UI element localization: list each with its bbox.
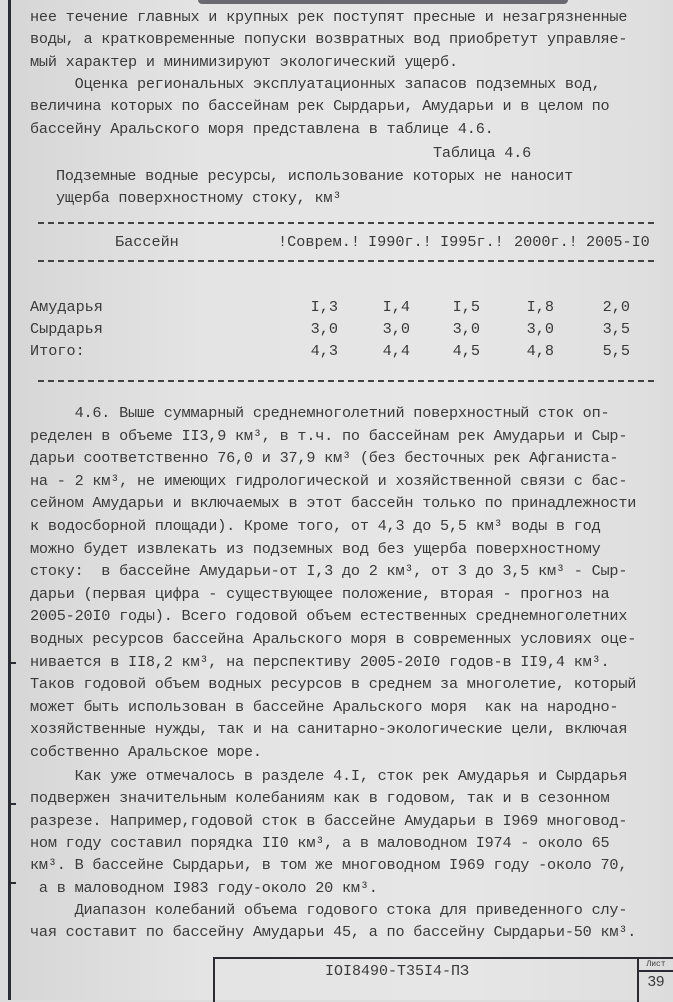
- text-line: Диапазон колебаний объема годового стока для приведенного слу-: [30, 900, 628, 919]
- row-name: Сырдарья: [30, 320, 103, 338]
- text-line: Таков годовой объем водных ресурсов в среднем за многолетие, который: [30, 675, 637, 694]
- margin-tick: [8, 882, 16, 884]
- text-line: может быть использован в бассейне Аральского моря как на народно-: [30, 697, 619, 716]
- scan-edge: [198, 0, 568, 4]
- table-cell: 5,5: [602, 342, 630, 360]
- table-number: Таблица 4.6: [433, 144, 532, 162]
- text-line: ном году составил порядка II0 км³, а в маловодном I974 - около 65: [30, 833, 610, 852]
- row-name: Амударья: [30, 298, 103, 316]
- table-cell: 3,0: [382, 320, 410, 338]
- row-name: Итого:: [30, 342, 85, 360]
- table-cell: I,5: [452, 298, 480, 316]
- text-line: 2005-20I0 годы). Всего годовой объем естественных среднемноголетних: [30, 607, 628, 626]
- margin-tick: [8, 803, 16, 805]
- header-col: I990г.!: [368, 233, 432, 251]
- text-line: собственно Аральское море.: [30, 743, 262, 761]
- text-line: нивается в II8,2 км³, на перспективу 2005-20I0 годов-в II9,4 км³.: [30, 652, 610, 671]
- text-line: на - 2 км³, не имеющих гидрологической и хозяйственной связи с бас-: [30, 471, 628, 490]
- table-cell: 3,5: [602, 320, 630, 338]
- text-line: 4.6. Выше суммарный среднемноголетний поверхностный сток оп-: [30, 404, 610, 422]
- table-cell: 4,3: [310, 342, 338, 360]
- table-rule: [38, 260, 654, 262]
- table-cell: 2,0: [602, 298, 630, 316]
- text-line: водных ресурсов бассейна Аральского моря в современных условиях оце-: [30, 630, 637, 648]
- margin-tick: [8, 662, 16, 664]
- table-title-line: Подземные водные ресурсы, использование которых не наносит: [56, 167, 574, 185]
- margin-rule: [8, 0, 11, 1000]
- title-block: [213, 957, 673, 1002]
- text-line: дарьи соответственно 76,0 и 37,9 км³ (без бесточных рек Афганиста-: [30, 449, 619, 468]
- text-line: величина которых по бассейнам рек Сырдарьи, Амударьи и в целом по: [30, 97, 610, 116]
- text-line: Как уже отмечалось в разделе 4.I, сток рек Амударья и Сырдарья: [30, 767, 628, 785]
- text-line: дарьи (первая цифра - существующее положение, вторая - прогноз на: [30, 584, 610, 603]
- text-line: чая составит по бассейну Амударьи 45, а по бассейну Сырдарьи-50 км³.: [30, 923, 637, 942]
- text-line: Оценка региональных эксплуатационных запасов подземных вод,: [30, 74, 601, 93]
- table-cell: I,3: [310, 298, 338, 316]
- table-cell: 3,0: [310, 320, 338, 338]
- header-col: 2005-I0: [586, 233, 650, 251]
- table-cell: I,4: [382, 298, 410, 316]
- document-code: IOI8490-Т35I4-ПЗ: [325, 963, 470, 980]
- text-line: стоку: в бассейне Амударьи-от I,3 до 2 км³, от 3 до 3,5 км³ - Сыр-: [30, 562, 628, 581]
- header-col: I995г.!: [440, 233, 504, 251]
- text-line: разрезе. Например,годовой сток в бассейне Амударьи в I969 многовод-: [30, 811, 628, 830]
- table-cell: 4,5: [452, 342, 480, 360]
- text-line: подвержен значительным колебаниям как в годовом, так и в сезонном: [30, 789, 610, 808]
- table-cell: 3,0: [526, 320, 554, 338]
- table-cell: 3,0: [452, 320, 480, 338]
- text-line: ределен в объеме II3,9 км³, в т.ч. по бассейнам рек Амударьи и Сыр-: [30, 426, 628, 445]
- document-page: [8, 0, 666, 1000]
- text-line: можно будет извлекать из подземных вод без ущерба поверхностному: [30, 539, 601, 558]
- text-line: бассейну Аральского моря представлена в таблице 4.6.: [30, 119, 494, 138]
- table-cell: 4,8: [526, 342, 554, 360]
- header-col: 2000г.!: [514, 233, 578, 251]
- sheet-label: Лист: [639, 959, 673, 972]
- text-line: мый характер и минимизируют экологический ущерб.: [30, 52, 458, 71]
- table-rule: [38, 222, 654, 224]
- table-cell: I,8: [526, 298, 554, 316]
- header-col: !Соврем.!: [278, 233, 361, 251]
- sheet-box: [637, 957, 673, 1002]
- table-rule: [38, 380, 654, 382]
- text-line: нее течение главных и крупных рек поступят пресные и незагрязненные: [30, 8, 628, 26]
- header-basin: Бассейн: [115, 233, 179, 251]
- table-cell: 4,4: [382, 342, 410, 360]
- text-line: км³. В бассейне Сырдарьи, в том же многоводном I969 году -около 70,: [30, 856, 628, 875]
- sheet-number: 39: [647, 973, 665, 990]
- text-line: к водосборной площади). Кроме того, от 4,3 до 5,5 км³ воды в год: [30, 517, 601, 535]
- text-line: хозяйственные нужды, так и на санитарно-экологические цели, включая: [30, 720, 628, 739]
- text-line: сейном Амударьи и включаемых в этот бассейн только по принадлежности: [30, 494, 637, 513]
- table-title-line: ущерба поверхностному стоку, км³: [56, 189, 342, 207]
- text-line: а в маловодном I983 году-около 20 км³.: [30, 878, 378, 897]
- text-line: воды, а кратковременные попуски возвратных вод приобретут управляе-: [30, 30, 628, 49]
